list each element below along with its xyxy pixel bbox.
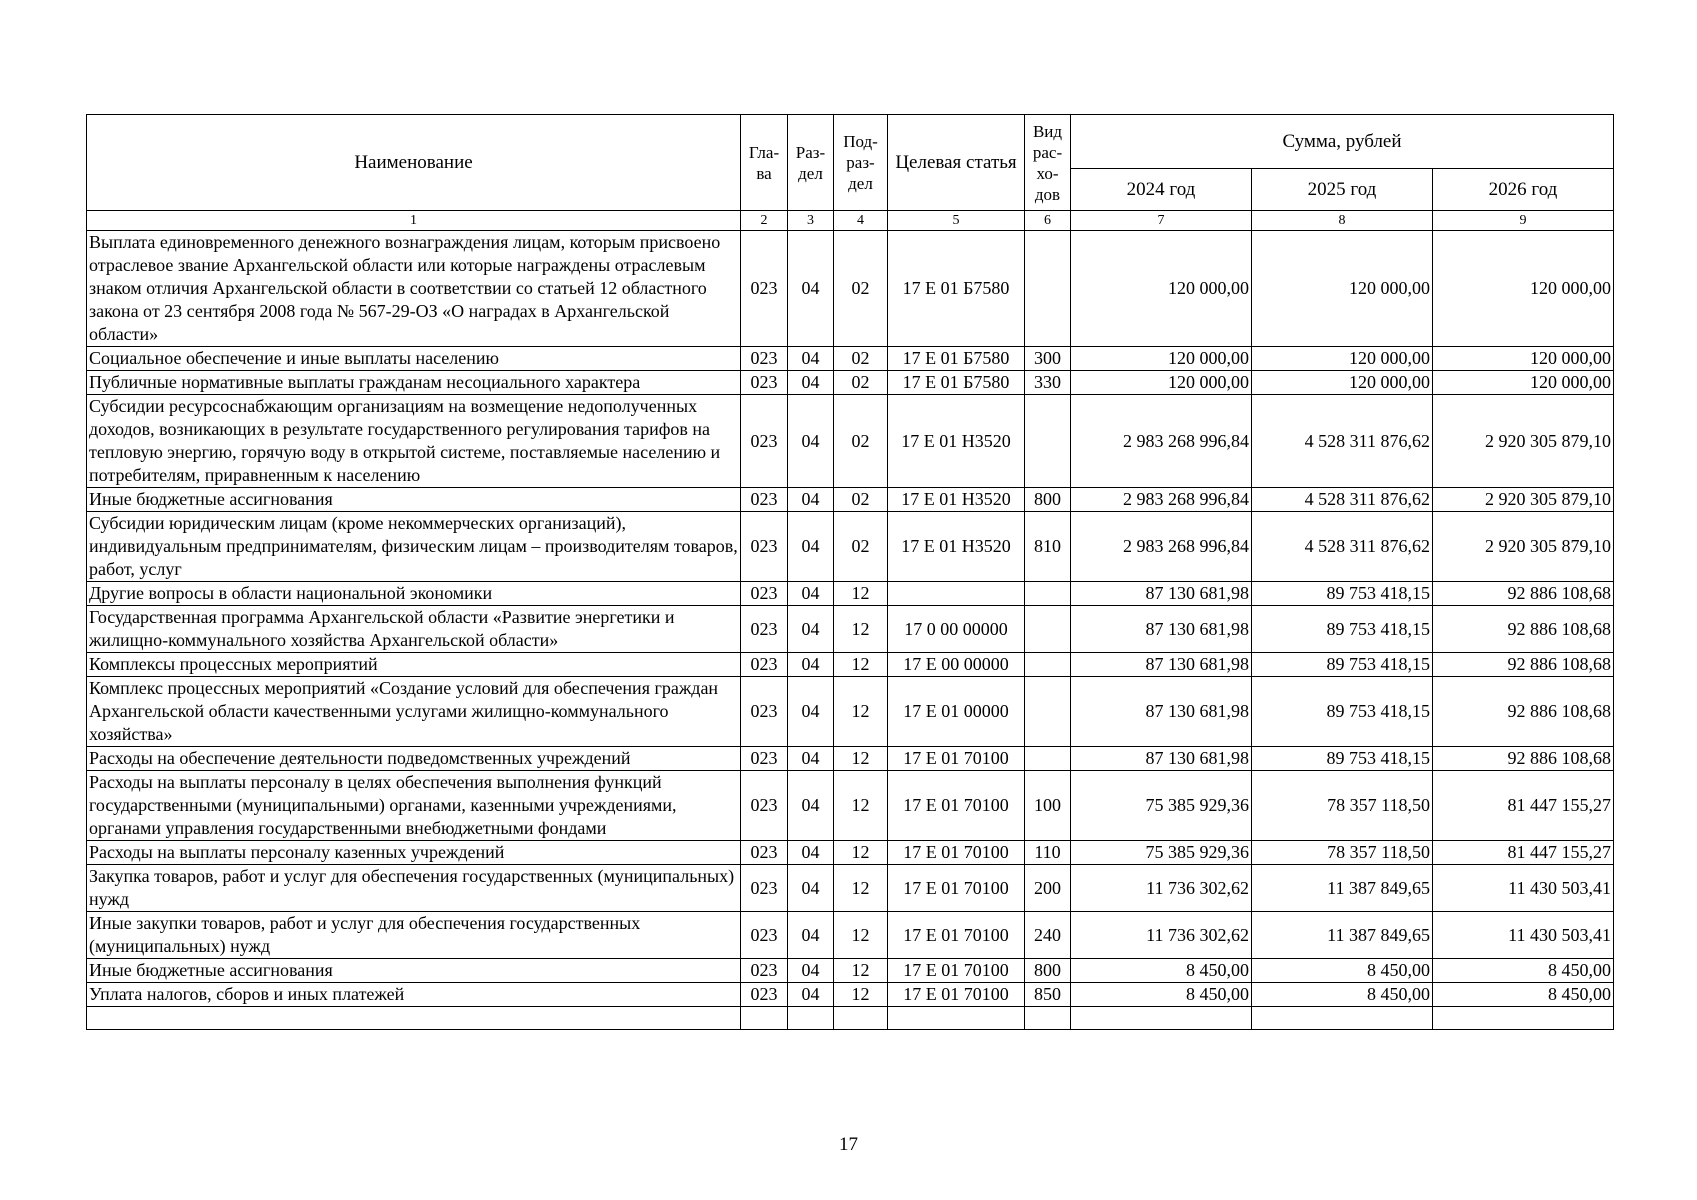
row-name: Выплата единовременного денежного вознаграждения лицам, которым присвоено отраслевое звание Архангельской области или которые награждены отраслевым знаком отличия Архангельской области в соответствии со статьей 12 областного закона от 23 сентября 2008 года № 567-29-ОЗ «О наградах в Архангельской области» bbox=[87, 231, 741, 347]
row-amount-2025: 89 753 418,15 bbox=[1252, 606, 1433, 653]
column-number: 8 bbox=[1252, 211, 1433, 231]
row-name: Уплата налогов, сборов и иных платежей bbox=[87, 983, 741, 1007]
row-target: 17 Е 01 Н3520 bbox=[888, 395, 1025, 488]
table-row bbox=[87, 582, 1614, 606]
row-razdel: 04 bbox=[788, 959, 834, 983]
table-row bbox=[87, 841, 1614, 865]
row-amount-2025: 89 753 418,15 bbox=[1252, 582, 1433, 606]
row-vid: 810 bbox=[1025, 512, 1071, 582]
row-razdel: 04 bbox=[788, 606, 834, 653]
row-vid bbox=[1025, 606, 1071, 653]
row-amount-2025: 11 387 849,65 bbox=[1252, 865, 1433, 912]
row-amount-2024: 75 385 929,36 bbox=[1071, 771, 1252, 841]
row-name: Социальное обеспечение и иные выплаты населению bbox=[87, 347, 741, 371]
empty-cell bbox=[87, 1007, 741, 1030]
row-target: 17 Е 01 70100 bbox=[888, 912, 1025, 959]
page-number: 17 bbox=[839, 1134, 858, 1155]
row-vid: 850 bbox=[1025, 983, 1071, 1007]
row-amount-2026: 2 920 305 879,10 bbox=[1433, 488, 1614, 512]
row-amount-2026: 11 430 503,41 bbox=[1433, 912, 1614, 959]
row-name: Иные закупки товаров, работ и услуг для обеспечения государственных (муниципальных) нужд bbox=[87, 912, 741, 959]
row-name: Комплекс процессных мероприятий «Создание условий для обеспечения граждан Архангельской области качественными услугами жилищно-коммунального хозяйства» bbox=[87, 677, 741, 747]
row-name: Закупка товаров, работ и услуг для обеспечения государственных (муниципальных) нужд bbox=[87, 865, 741, 912]
row-amount-2024: 11 736 302,62 bbox=[1071, 912, 1252, 959]
row-glava: 023 bbox=[741, 841, 788, 865]
row-amount-2026: 8 450,00 bbox=[1433, 983, 1614, 1007]
row-vid bbox=[1025, 677, 1071, 747]
row-amount-2024: 87 130 681,98 bbox=[1071, 677, 1252, 747]
row-podrazdel: 02 bbox=[834, 512, 888, 582]
column-number: 9 bbox=[1433, 211, 1614, 231]
header-glava: Гла-ва bbox=[741, 115, 788, 211]
row-razdel: 04 bbox=[788, 983, 834, 1007]
row-podrazdel: 02 bbox=[834, 231, 888, 347]
row-podrazdel: 02 bbox=[834, 347, 888, 371]
row-glava: 023 bbox=[741, 512, 788, 582]
empty-cell bbox=[888, 1007, 1025, 1030]
row-amount-2024: 87 130 681,98 bbox=[1071, 606, 1252, 653]
row-amount-2024: 2 983 268 996,84 bbox=[1071, 488, 1252, 512]
table-body bbox=[87, 211, 1614, 1030]
column-number: 7 bbox=[1071, 211, 1252, 231]
row-amount-2025: 4 528 311 876,62 bbox=[1252, 512, 1433, 582]
empty-cell bbox=[1252, 1007, 1433, 1030]
column-number: 6 bbox=[1025, 211, 1071, 231]
table-row bbox=[87, 488, 1614, 512]
table-row bbox=[87, 912, 1614, 959]
row-target: 17 0 00 00000 bbox=[888, 606, 1025, 653]
row-glava: 023 bbox=[741, 488, 788, 512]
row-amount-2026: 120 000,00 bbox=[1433, 231, 1614, 347]
column-number: 5 bbox=[888, 211, 1025, 231]
row-razdel: 04 bbox=[788, 347, 834, 371]
row-podrazdel: 12 bbox=[834, 653, 888, 677]
row-amount-2024: 120 000,00 bbox=[1071, 347, 1252, 371]
row-vid: 200 bbox=[1025, 865, 1071, 912]
row-amount-2025: 89 753 418,15 bbox=[1252, 653, 1433, 677]
row-amount-2024: 75 385 929,36 bbox=[1071, 841, 1252, 865]
row-name: Субсидии юридическим лицам (кроме некоммерческих организаций), индивидуальным предпринимателям, физическим лицам – производителям товаров, работ, услуг bbox=[87, 512, 741, 582]
row-amount-2025: 89 753 418,15 bbox=[1252, 677, 1433, 747]
row-target: 17 Е 00 00000 bbox=[888, 653, 1025, 677]
row-amount-2025: 120 000,00 bbox=[1252, 347, 1433, 371]
row-amount-2026: 120 000,00 bbox=[1433, 371, 1614, 395]
row-target: 17 Е 01 Б7580 bbox=[888, 231, 1025, 347]
empty-row bbox=[87, 1007, 1614, 1030]
row-name: Другие вопросы в области национальной экономики bbox=[87, 582, 741, 606]
header-sum: Сумма, рублей bbox=[1071, 115, 1614, 169]
row-name: Публичные нормативные выплаты гражданам несоциального характера bbox=[87, 371, 741, 395]
row-vid: 240 bbox=[1025, 912, 1071, 959]
table-row bbox=[87, 771, 1614, 841]
column-number: 3 bbox=[788, 211, 834, 231]
row-razdel: 04 bbox=[788, 677, 834, 747]
row-name: Расходы на обеспечение деятельности подведомственных учреждений bbox=[87, 747, 741, 771]
row-amount-2026: 2 920 305 879,10 bbox=[1433, 512, 1614, 582]
row-name: Субсидии ресурсоснабжающим организациям на возмещение недополученных доходов, возникающих в результате государственного регулирования тарифов на тепловую энергию, горячую воду в открытой системе, поставляемые населению и потребителям, приравненным к населению bbox=[87, 395, 741, 488]
header-2026: 2026 год bbox=[1433, 169, 1614, 211]
row-target: 17 Е 01 Б7580 bbox=[888, 371, 1025, 395]
row-podrazdel: 02 bbox=[834, 371, 888, 395]
header-vid: Вид рас-хо-дов bbox=[1025, 115, 1071, 211]
row-podrazdel: 12 bbox=[834, 912, 888, 959]
empty-cell bbox=[1433, 1007, 1614, 1030]
row-amount-2025: 8 450,00 bbox=[1252, 983, 1433, 1007]
row-target: 17 Е 01 70100 bbox=[888, 841, 1025, 865]
row-glava: 023 bbox=[741, 231, 788, 347]
row-amount-2026: 11 430 503,41 bbox=[1433, 865, 1614, 912]
row-name: Расходы на выплаты персоналу казенных учреждений bbox=[87, 841, 741, 865]
row-target: 17 Е 01 Н3520 bbox=[888, 512, 1025, 582]
row-amount-2026: 92 886 108,68 bbox=[1433, 606, 1614, 653]
table-row bbox=[87, 371, 1614, 395]
row-amount-2026: 92 886 108,68 bbox=[1433, 747, 1614, 771]
row-amount-2025: 78 357 118,50 bbox=[1252, 841, 1433, 865]
table-row bbox=[87, 865, 1614, 912]
row-target: 17 Е 01 70100 bbox=[888, 983, 1025, 1007]
table-row bbox=[87, 747, 1614, 771]
row-amount-2026: 92 886 108,68 bbox=[1433, 653, 1614, 677]
row-podrazdel: 02 bbox=[834, 488, 888, 512]
row-amount-2026: 92 886 108,68 bbox=[1433, 582, 1614, 606]
column-number: 4 bbox=[834, 211, 888, 231]
row-amount-2026: 120 000,00 bbox=[1433, 347, 1614, 371]
row-razdel: 04 bbox=[788, 771, 834, 841]
row-name: Комплексы процессных мероприятий bbox=[87, 653, 741, 677]
row-amount-2024: 8 450,00 bbox=[1071, 983, 1252, 1007]
row-vid bbox=[1025, 582, 1071, 606]
row-vid: 330 bbox=[1025, 371, 1071, 395]
row-podrazdel: 12 bbox=[834, 582, 888, 606]
row-glava: 023 bbox=[741, 912, 788, 959]
row-podrazdel: 12 bbox=[834, 983, 888, 1007]
row-glava: 023 bbox=[741, 582, 788, 606]
row-vid bbox=[1025, 231, 1071, 347]
empty-cell bbox=[788, 1007, 834, 1030]
row-razdel: 04 bbox=[788, 582, 834, 606]
row-target: 17 Е 01 Н3520 bbox=[888, 488, 1025, 512]
row-amount-2024: 87 130 681,98 bbox=[1071, 653, 1252, 677]
row-vid bbox=[1025, 395, 1071, 488]
row-amount-2024: 2 983 268 996,84 bbox=[1071, 512, 1252, 582]
row-glava: 023 bbox=[741, 959, 788, 983]
row-vid: 110 bbox=[1025, 841, 1071, 865]
table-row bbox=[87, 512, 1614, 582]
row-amount-2024: 120 000,00 bbox=[1071, 231, 1252, 347]
row-razdel: 04 bbox=[788, 747, 834, 771]
row-razdel: 04 bbox=[788, 841, 834, 865]
row-name: Расходы на выплаты персоналу в целях обеспечения выполнения функций государственными (муниципальными) органами, казенными учреждениями, органами управления государственными внебюджетными фондами bbox=[87, 771, 741, 841]
header-podrazdel: Под-раз-дел bbox=[834, 115, 888, 211]
row-vid bbox=[1025, 653, 1071, 677]
row-vid: 800 bbox=[1025, 959, 1071, 983]
row-glava: 023 bbox=[741, 983, 788, 1007]
row-glava: 023 bbox=[741, 347, 788, 371]
row-amount-2024: 120 000,00 bbox=[1071, 371, 1252, 395]
row-amount-2025: 120 000,00 bbox=[1252, 371, 1433, 395]
row-podrazdel: 12 bbox=[834, 606, 888, 653]
row-target: 17 Е 01 70100 bbox=[888, 771, 1025, 841]
header-razdel: Раз-дел bbox=[788, 115, 834, 211]
row-glava: 023 bbox=[741, 677, 788, 747]
row-target: 17 Е 01 70100 bbox=[888, 959, 1025, 983]
table-row bbox=[87, 677, 1614, 747]
row-razdel: 04 bbox=[788, 231, 834, 347]
row-glava: 023 bbox=[741, 371, 788, 395]
table-row bbox=[87, 606, 1614, 653]
row-amount-2025: 8 450,00 bbox=[1252, 959, 1433, 983]
empty-cell bbox=[1071, 1007, 1252, 1030]
row-amount-2025: 4 528 311 876,62 bbox=[1252, 395, 1433, 488]
row-amount-2026: 81 447 155,27 bbox=[1433, 771, 1614, 841]
row-name: Иные бюджетные ассигнования bbox=[87, 959, 741, 983]
row-glava: 023 bbox=[741, 395, 788, 488]
row-amount-2025: 120 000,00 bbox=[1252, 231, 1433, 347]
empty-cell bbox=[741, 1007, 788, 1030]
column-number: 1 bbox=[87, 211, 741, 231]
row-name: Иные бюджетные ассигнования bbox=[87, 488, 741, 512]
row-vid: 300 bbox=[1025, 347, 1071, 371]
row-podrazdel: 12 bbox=[834, 771, 888, 841]
table-row bbox=[87, 983, 1614, 1007]
row-razdel: 04 bbox=[788, 653, 834, 677]
row-razdel: 04 bbox=[788, 488, 834, 512]
row-amount-2025: 89 753 418,15 bbox=[1252, 747, 1433, 771]
row-vid: 800 bbox=[1025, 488, 1071, 512]
table-row bbox=[87, 347, 1614, 371]
row-glava: 023 bbox=[741, 653, 788, 677]
table-row bbox=[87, 231, 1614, 347]
row-target: 17 Е 01 00000 bbox=[888, 677, 1025, 747]
row-name: Государственная программа Архангельской области «Развитие энергетики и жилищно-коммунального хозяйства Архангельской области» bbox=[87, 606, 741, 653]
header-target: Целевая статья bbox=[888, 115, 1025, 211]
row-amount-2024: 11 736 302,62 bbox=[1071, 865, 1252, 912]
row-target: 17 Е 01 70100 bbox=[888, 747, 1025, 771]
column-number: 2 bbox=[741, 211, 788, 231]
row-amount-2026: 92 886 108,68 bbox=[1433, 677, 1614, 747]
row-razdel: 04 bbox=[788, 912, 834, 959]
header-name: Наименование bbox=[87, 115, 741, 211]
table-row bbox=[87, 395, 1614, 488]
budget-table bbox=[86, 114, 1614, 1030]
row-glava: 023 bbox=[741, 865, 788, 912]
row-podrazdel: 02 bbox=[834, 395, 888, 488]
row-razdel: 04 bbox=[788, 865, 834, 912]
row-podrazdel: 12 bbox=[834, 865, 888, 912]
row-amount-2025: 78 357 118,50 bbox=[1252, 771, 1433, 841]
row-razdel: 04 bbox=[788, 395, 834, 488]
row-amount-2026: 8 450,00 bbox=[1433, 959, 1614, 983]
row-amount-2024: 8 450,00 bbox=[1071, 959, 1252, 983]
row-amount-2024: 2 983 268 996,84 bbox=[1071, 395, 1252, 488]
header-2024: 2024 год bbox=[1071, 169, 1252, 211]
row-razdel: 04 bbox=[788, 371, 834, 395]
row-podrazdel: 12 bbox=[834, 841, 888, 865]
table-row bbox=[87, 959, 1614, 983]
row-amount-2025: 4 528 311 876,62 bbox=[1252, 488, 1433, 512]
empty-cell bbox=[1025, 1007, 1071, 1030]
table-row bbox=[87, 653, 1614, 677]
table-header bbox=[87, 115, 1614, 211]
row-glava: 023 bbox=[741, 771, 788, 841]
row-target bbox=[888, 582, 1025, 606]
row-podrazdel: 12 bbox=[834, 747, 888, 771]
row-glava: 023 bbox=[741, 606, 788, 653]
row-target: 17 Е 01 Б7580 bbox=[888, 347, 1025, 371]
column-numbers-row bbox=[87, 211, 1614, 231]
row-vid bbox=[1025, 747, 1071, 771]
row-podrazdel: 12 bbox=[834, 959, 888, 983]
row-amount-2026: 2 920 305 879,10 bbox=[1433, 395, 1614, 488]
row-glava: 023 bbox=[741, 747, 788, 771]
row-amount-2024: 87 130 681,98 bbox=[1071, 582, 1252, 606]
header-2025: 2025 год bbox=[1252, 169, 1433, 211]
row-amount-2024: 87 130 681,98 bbox=[1071, 747, 1252, 771]
row-podrazdel: 12 bbox=[834, 677, 888, 747]
row-amount-2025: 11 387 849,65 bbox=[1252, 912, 1433, 959]
empty-cell bbox=[834, 1007, 888, 1030]
row-vid: 100 bbox=[1025, 771, 1071, 841]
row-amount-2026: 81 447 155,27 bbox=[1433, 841, 1614, 865]
row-target: 17 Е 01 70100 bbox=[888, 865, 1025, 912]
row-razdel: 04 bbox=[788, 512, 834, 582]
